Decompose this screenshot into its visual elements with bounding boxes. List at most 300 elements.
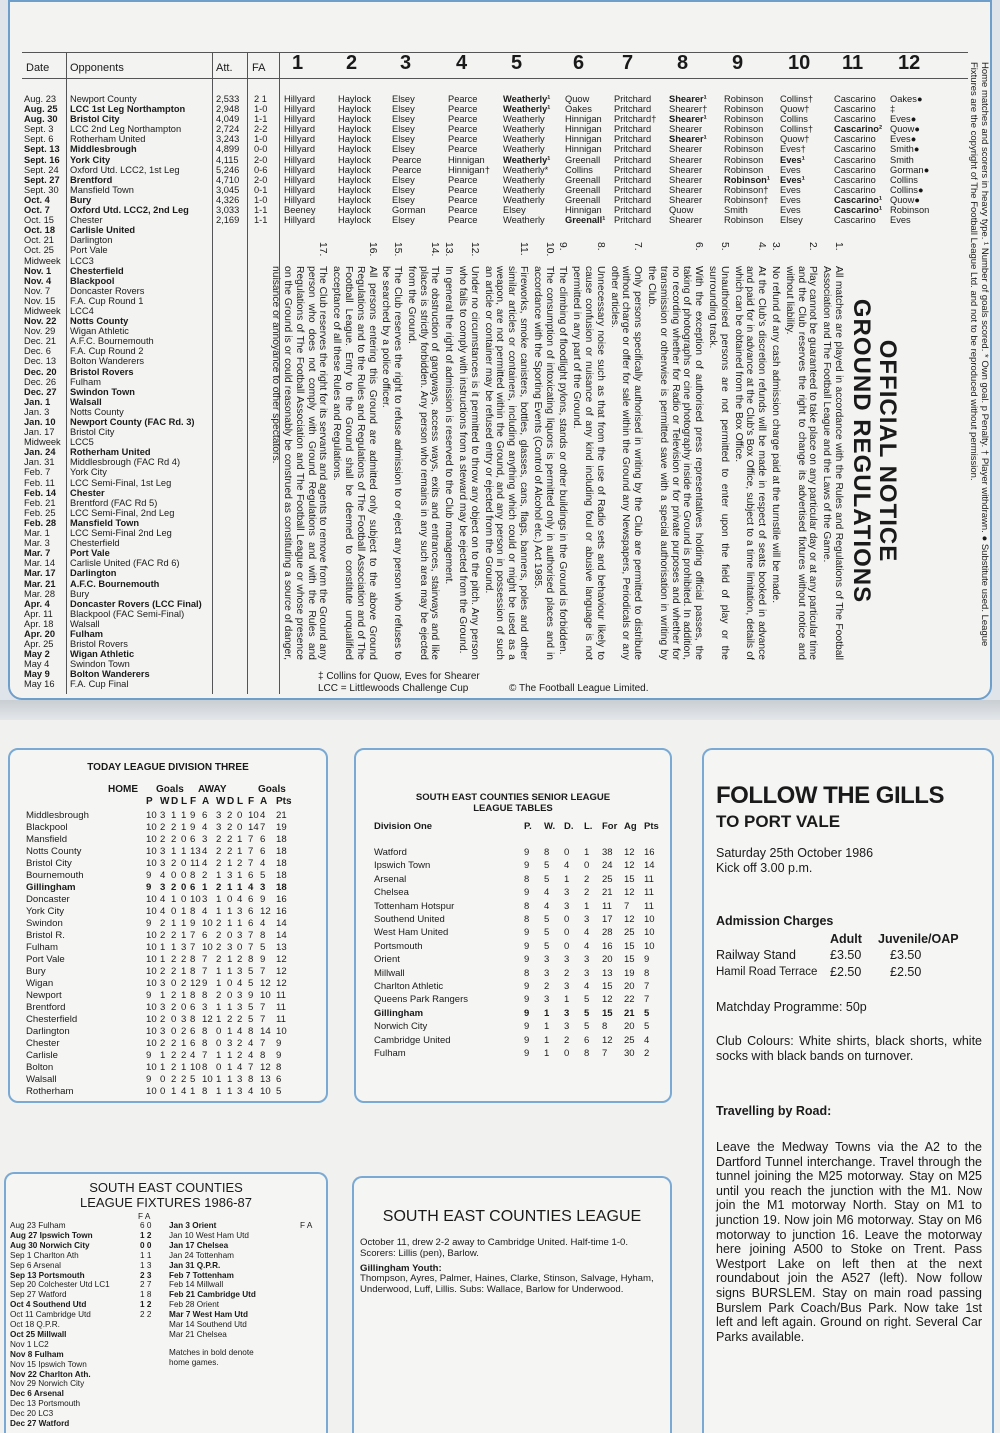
table-cell: 3 (564, 1007, 570, 1019)
table-cell: 2 (227, 834, 233, 845)
table-cell: 10 (146, 1038, 157, 1049)
fixture-attendance: 2,533 (216, 94, 240, 104)
table-cell: 3 (181, 1014, 187, 1025)
table-cell: 2 (181, 978, 187, 989)
fixture-attendance: 2,948 (216, 104, 240, 115)
team-name: Ipswich Town (374, 860, 431, 872)
table-cell: 3 (202, 894, 208, 905)
fixture-opponent: LCC 1st Leg Northampton (70, 104, 186, 115)
fixture-date: Apr. 25 (24, 639, 54, 650)
table-row (374, 1007, 664, 1020)
table-cell: 0 (171, 870, 177, 881)
table-cell: 6 (190, 882, 196, 893)
table-cell: 0 (171, 906, 177, 917)
player-name: Pritchard (614, 205, 652, 216)
table-cell: 3 (160, 978, 166, 989)
regulation-number: 1. (833, 242, 844, 251)
table-row (26, 1002, 326, 1014)
fixture-row (22, 175, 972, 185)
fixture-date: Dec. 6 (24, 346, 51, 357)
fixture-opponent: Newport County (70, 94, 137, 104)
fixture-date: Mar. 17 (24, 568, 56, 579)
table-cell: 18 (276, 846, 287, 857)
table-cell: 2 (216, 954, 222, 965)
table-cell: 8 (524, 900, 530, 912)
table-cell: 7 (260, 1038, 266, 1049)
table-cell: 2 (171, 1050, 177, 1061)
player-name: Pritchard (614, 184, 652, 195)
column-header: D (171, 796, 179, 807)
table-cell: 12 (602, 994, 613, 1006)
fixture-result: 2 3 (140, 1270, 152, 1280)
position-number-label: 12 (898, 52, 921, 74)
regulation-number: 17. (317, 242, 329, 257)
fixture-date: Apr. 11 (24, 608, 53, 619)
table-cell: 1 (227, 1002, 233, 1013)
fixture-opponent: Swindon Town (70, 659, 130, 670)
team-name: Millwall (374, 967, 405, 979)
fixture-row (22, 205, 972, 215)
player-name: Shearer (669, 154, 703, 165)
fixture-result: 1 3 (140, 1260, 152, 1270)
table-cell: 3 (160, 1002, 166, 1013)
table-cell: 0 (564, 940, 570, 952)
table-cell: 10 (260, 990, 271, 1001)
table-cell: 16 (276, 906, 287, 917)
table-cell: 1 (181, 810, 187, 821)
player-name: Elsey (392, 104, 415, 115)
fixture-row (22, 679, 972, 689)
fixture-row (22, 669, 972, 679)
table-cell: 10 (276, 1026, 287, 1037)
player-name: Shearer (669, 164, 703, 175)
table-cell: 8 (190, 870, 196, 881)
fixture-date: Feb. 7 (24, 467, 51, 478)
fixture-opponent: LCC4 (70, 305, 94, 316)
fixture-opponent: Walsall (70, 618, 100, 629)
table-cell: 21 (602, 887, 613, 899)
table-cell: 3 (227, 1038, 233, 1049)
table-cell: 17 (602, 914, 613, 925)
player-name: Robinson (724, 144, 764, 155)
table-cell: 6 (190, 834, 196, 845)
table-cell: 3 (237, 906, 243, 917)
player-name: Eves (890, 215, 911, 226)
table-cell: 7 (248, 942, 254, 953)
table-cell: 6 (584, 1034, 590, 1046)
table-cell: 0 (160, 1074, 166, 1085)
table-cell: 10 (146, 834, 157, 845)
team-name: Arsenal (374, 873, 407, 885)
fixture-row (22, 124, 972, 134)
player-name: Shearer¹ (669, 94, 707, 104)
date-header: Date (26, 62, 50, 74)
player-name: Eves (780, 164, 801, 175)
player-name: Elsey (392, 184, 415, 195)
fixture-row (22, 165, 972, 175)
goals-label: Goals (258, 784, 286, 795)
table-cell: 3 (584, 954, 590, 966)
table-cell: 18 (276, 834, 287, 845)
table-cell: 2 (171, 858, 177, 869)
table-cell: 30 (624, 1048, 635, 1059)
table-cell: 1 (171, 918, 177, 929)
regulation-item (769, 242, 781, 660)
table-row (374, 846, 664, 859)
youth-label: Gillingham Youth: (360, 1263, 442, 1274)
table-cell: 3 (237, 1002, 243, 1013)
table-cell: 2 (584, 887, 590, 899)
player-name: Pritchard (614, 164, 652, 175)
fixture-opponent: Mansfield Town (70, 517, 140, 528)
fixture-row (22, 659, 972, 669)
table-cell: 1 (171, 894, 177, 905)
table-cell: 3 (160, 858, 166, 869)
table-cell: 10 (146, 978, 157, 989)
table-cell: 7 (248, 846, 254, 857)
table-cell: 25 (624, 1034, 635, 1046)
table-cell: 0 (564, 914, 570, 925)
player-name: Robinson¹ (724, 174, 770, 185)
table-cell: 11 (276, 1014, 286, 1025)
table-cell: 9 (146, 1074, 152, 1085)
table-cell: 1 (171, 1086, 177, 1097)
table-cell: 1 (227, 1026, 233, 1037)
table-cell: 0 (237, 942, 243, 953)
table-cell: 10 (146, 906, 157, 917)
fixture-opponent: Notts County (70, 316, 129, 327)
fixture-attendance: 2,724 (216, 124, 240, 135)
table-cell: 21 (276, 810, 287, 821)
table-cell: 0 (171, 1026, 177, 1037)
fixture-attendance: 4,326 (216, 194, 240, 205)
table-cell: 7 (248, 1062, 254, 1073)
table-cell: 1 (544, 1021, 550, 1033)
table-cell: 8 (276, 1062, 282, 1073)
header-rule (22, 78, 968, 79)
fixture-opponent: LCC Semi-Final, 1st Leg (70, 477, 172, 488)
fixture-opponent: Doncaster Rovers (LCC Final) (70, 598, 202, 609)
division-label: Division One (374, 821, 433, 832)
table-cell: 9 (190, 810, 196, 821)
fixture-date: Aug. 23 (24, 94, 57, 104)
fixture-opponent: Notts County (70, 406, 124, 417)
regulation-item (557, 242, 569, 660)
column-header: P. (524, 821, 532, 832)
table-cell: 3 (237, 1086, 243, 1097)
regulation-number: 4. (756, 242, 768, 251)
regulation-item (482, 242, 529, 660)
table-cell: 8 (584, 1048, 590, 1059)
player-name: Pritchard† (614, 114, 657, 125)
player-name: Cascarino (834, 164, 876, 175)
table-cell: 5 (584, 1021, 590, 1033)
table-cell: 11 (276, 990, 286, 1001)
regulation-number: 9. (557, 242, 569, 251)
table-cell: 13 (602, 967, 613, 979)
table-cell: 10 (202, 918, 213, 929)
table-cell: 10 (146, 894, 157, 905)
fixture-date: Sept. 3 (24, 124, 54, 135)
fixture-opponent: Oxford Utd. LCC2, 1st Leg (70, 164, 180, 175)
table-cell: 1 (227, 858, 233, 869)
table-cell: 4 (160, 870, 166, 881)
table-row (26, 810, 326, 822)
table-cell: 5 (544, 860, 550, 872)
table-cell: 0 (216, 1038, 222, 1049)
table-cell: 2 (171, 882, 177, 893)
table-cell: 6 (190, 1038, 196, 1049)
follow-subtitle: TO PORT VALE (716, 812, 841, 831)
table-cell: 1 (227, 954, 233, 965)
player-name: Haylock (338, 94, 372, 104)
player-name: Weatherly¹ (503, 94, 551, 104)
table-cell: 3 (160, 1026, 166, 1037)
table-cell: 1 (216, 1086, 222, 1097)
table-cell: 9 (524, 1021, 530, 1033)
player-name: Cascarino (834, 215, 876, 226)
team-name: Bolton (26, 1062, 54, 1073)
player-name: Robinson (724, 104, 764, 115)
team-name: Port Vale (26, 954, 65, 965)
position-number-label: 8 (677, 52, 689, 74)
table-row (26, 990, 326, 1002)
table-cell: 2 (160, 1014, 166, 1025)
player-name: Hillyard (284, 134, 315, 145)
fixture-opponent: Bolton Wanderers (70, 669, 150, 680)
table-row (374, 873, 664, 886)
column-header: Pts (644, 821, 659, 832)
fixture-date: Feb. 28 (24, 517, 57, 528)
table-cell: 18 (276, 882, 287, 893)
table-cell: 10 (202, 1074, 213, 1085)
position-number-label: 6 (573, 52, 585, 74)
table-cell: 0 (181, 858, 187, 869)
regulation-number: 10. (543, 242, 555, 257)
fixture-opponent: Bolton Wanderers (70, 356, 145, 367)
fixture-row (22, 134, 972, 144)
fixture-opponent: Darlington (70, 235, 113, 246)
table-cell: 2 (171, 990, 177, 1001)
fixture-date: Mar. 3 (24, 538, 50, 549)
table-row (374, 1020, 664, 1033)
table-cell: 10 (146, 1062, 157, 1073)
table-cell: 2 (216, 918, 222, 929)
table-cell: 1 (216, 906, 222, 917)
fixture-date: Dec. 26 (24, 376, 57, 387)
player-name: Greenall (565, 174, 601, 185)
table-cell: 9 (524, 994, 530, 1006)
table-cell: 2 (160, 834, 166, 845)
table-cell: 2 (216, 834, 222, 845)
table-cell: 1 (227, 966, 233, 977)
fixture-date: Feb. 25 (24, 507, 56, 518)
fixture-date: Jan. 31 (24, 457, 55, 468)
se-counties-league-table (354, 748, 672, 1103)
player-name: Cascarino (834, 104, 876, 115)
position-number-label: 1 (292, 52, 304, 74)
table-cell: 1 (190, 1086, 196, 1097)
table-cell: 2 (237, 954, 243, 965)
division-three-title: TODAY LEAGUE DIVISION THREE (87, 762, 249, 773)
table-cell: 14 (248, 822, 259, 833)
table-cell: 2 (171, 1062, 177, 1073)
fixture-date: Feb. 14 (24, 487, 57, 498)
table-cell: 10 (190, 1062, 201, 1073)
fixture-opponent: LCC5 (70, 437, 94, 448)
table-cell: 13 (276, 942, 287, 953)
fixture-score: 1-0 (254, 194, 268, 205)
team-name: Wigan (26, 978, 54, 989)
table-cell: 13 (260, 1074, 271, 1085)
player-name: Pearce (448, 124, 478, 135)
table-cell: 15 (624, 873, 635, 885)
fixture-date: Sept. 16 (24, 154, 60, 165)
player-name: Hinnigan (565, 134, 602, 145)
position-number-label: 9 (732, 52, 744, 74)
table-cell: 1 (160, 990, 166, 1001)
position-number-label: 2 (346, 52, 358, 74)
table-cell: 3 (160, 810, 166, 821)
table-cell: 5 (644, 1007, 650, 1019)
fixture-attendance: 4,899 (216, 144, 240, 155)
regulation-item (269, 242, 328, 660)
player-name: Robinson (724, 164, 764, 175)
table-cell: 3 (584, 914, 590, 925)
table-cell: 4 (202, 858, 208, 869)
table-cell: 15 (602, 1007, 613, 1019)
fixture-opponent: F.A. Cup Round 1 (70, 295, 144, 306)
table-cell: 2 (227, 822, 233, 833)
table-cell: 10 (190, 894, 201, 905)
team-name: Darlington (26, 1026, 70, 1037)
fixture-score: 1-1 (254, 215, 268, 226)
table-cell: 7 (644, 994, 650, 1006)
fixture-date: May 9 (24, 669, 50, 680)
fixture-date: Midweek (24, 255, 61, 266)
table-cell: 2 (644, 1048, 650, 1059)
table-cell: 16 (276, 894, 287, 905)
player-name: Weatherly* (503, 164, 549, 175)
table-cell: 25 (624, 927, 635, 939)
table-cell: 4 (190, 1050, 196, 1061)
home-label: HOME (108, 784, 138, 795)
table-cell: 4 (181, 1086, 187, 1097)
table-row (26, 894, 326, 906)
fixture-score: 2 1 (254, 94, 267, 104)
table-cell: 2 (216, 846, 222, 857)
regulation-text: With the exception of authorised press representatives holding official passes, the taking of photographs or cine photography inside the Ground is prohibited. In addition, no recording whether for Radio or Television or for private purposes and whether for transmission or otherwise is permitted save with a special authorisation in writing by the Club. (646, 266, 705, 660)
table-cell: 11 (644, 900, 654, 912)
fixture-opponent: Bury (70, 588, 90, 599)
fixture-opponent: LCC Semi-Final 2nd Leg (70, 528, 172, 539)
table-cell: 8 (190, 954, 196, 965)
fixture-row (22, 215, 972, 225)
player-name: Weatherly (503, 144, 545, 155)
player-name: Weatherly (503, 174, 545, 185)
table-cell: 2 (181, 954, 187, 965)
player-name: Hillyard (284, 215, 315, 226)
table-cell: 2 (237, 1038, 243, 1049)
table-cell: 1 (544, 1007, 550, 1019)
table-cell: 1 (160, 942, 166, 953)
table-cell: 1 (216, 1014, 222, 1025)
regulation-text: The obstruction of gangways, access ways, exits and entrances, stairways and like places is strictly forbidden. Any person who remains in any such area may be ejected from the Ground. (405, 266, 441, 660)
table-cell: 8 (202, 1086, 208, 1097)
table-cell: 4 (248, 1050, 254, 1061)
follow-the-gills-panel (702, 748, 994, 1433)
table-cell: 1 (181, 990, 187, 1001)
table-cell: 4 (160, 894, 166, 905)
table-cell: 5 (248, 966, 254, 977)
fixture-opponent: Carlisle United (70, 225, 136, 236)
table-cell: 1 (181, 846, 187, 857)
player-name: Elsey (503, 205, 526, 216)
fixture-opponent: Bristol City (70, 114, 120, 125)
table-cell: 3 (181, 942, 187, 953)
table-cell: 0 (181, 1002, 187, 1013)
player-name: Hinnigan (565, 205, 602, 216)
table-cell: 4 (202, 846, 208, 857)
regulation-text: At the Club's discretion refunds will be made in respect of seats booked in advance and paid for in advance at the Club's Box Office, subject to a time limitation, details of which can be obtained from the Box Office. (732, 266, 768, 660)
table-cell: 0 (171, 1014, 177, 1025)
player-name: Haylock (338, 174, 372, 185)
away-label: AWAY (198, 784, 227, 795)
fixture-score: 1-1 (254, 205, 268, 216)
regulation-text: Unauthorised persons are not permitted to enter upon the field of play or the surrounding track. (707, 266, 730, 660)
fixture-entry: Aug 27 Ipswich Town (10, 1230, 93, 1240)
player-name: Quow† (780, 134, 810, 145)
lcc-footnote: LCC = Littlewoods Challenge Cup (318, 683, 469, 694)
fixture-entry: Jan 3 Orient (169, 1221, 217, 1230)
table-cell: 8 (602, 1021, 608, 1033)
column-header: Ag (624, 821, 637, 832)
se-fixtures-panel (4, 1172, 328, 1433)
fixture-entry: Aug 30 Norwich City (10, 1240, 90, 1250)
table-cell: 3 (544, 954, 550, 966)
table-cell: 3 (260, 882, 266, 893)
table-cell: 1 (181, 918, 187, 929)
table-cell: 8 (202, 1026, 208, 1037)
table-cell: 10 (146, 846, 157, 857)
player-name: Elsey (392, 215, 415, 226)
attendance-header: Att. (216, 62, 233, 74)
player-name: Pearce (448, 215, 478, 226)
player-name: Shearer† (669, 104, 708, 115)
table-cell: 3 (216, 822, 222, 833)
table-cell: 2 (171, 1074, 177, 1085)
team-name: Rotherham (26, 1086, 74, 1097)
fixture-entry: Feb 7 Tottenham (169, 1270, 234, 1280)
player-name: Elsey (392, 114, 415, 125)
table-cell: 9 (146, 990, 152, 1001)
player-name: Gorman● (890, 164, 930, 175)
table-cell: 0 (584, 860, 590, 872)
fixture-result: 6 0 (140, 1221, 152, 1230)
opponents-header: Opponents (70, 62, 124, 74)
player-name: Shearer (669, 174, 703, 185)
table-cell: 2 (544, 981, 550, 992)
fixture-date: Dec. 20 (24, 366, 57, 377)
table-cell: 1 (171, 942, 177, 953)
table-cell: 5 (584, 994, 590, 1006)
table-cell: 2 (202, 870, 208, 881)
table-cell: 3 (564, 900, 570, 912)
player-name: Cascarino (834, 134, 876, 145)
table-cell: 4 (237, 894, 243, 905)
regulation-number: 3. (770, 242, 782, 251)
table-cell: 15 (602, 981, 613, 992)
